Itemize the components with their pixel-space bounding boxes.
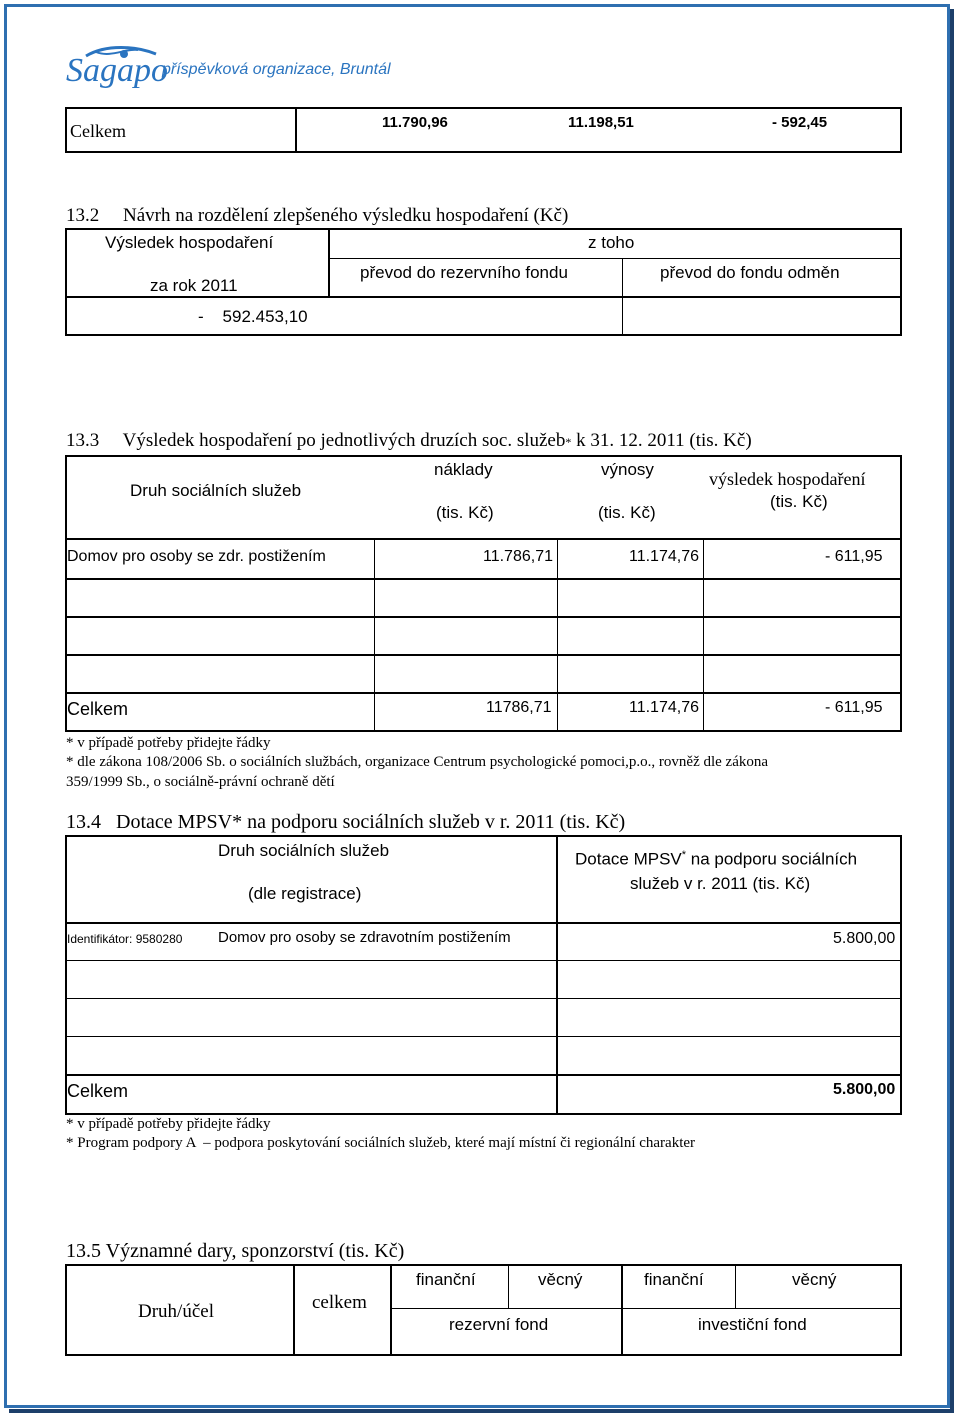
row-divider <box>65 692 902 694</box>
s133-col4-top: výsledek hospodaření <box>709 469 866 489</box>
s135-vec2: věcný <box>792 1270 837 1289</box>
col-divider <box>703 538 704 732</box>
s135-fund1: rezervní fond <box>449 1315 549 1334</box>
s133-note2-a: * dle zákona 108/2006 <box>66 754 203 770</box>
col-divider <box>328 228 330 296</box>
row-divider <box>65 1074 902 1076</box>
col-divider <box>621 1264 623 1356</box>
s133-total-result: - 611,95 <box>825 699 883 716</box>
s134-col1-bottom: (dle registrace) <box>248 884 362 903</box>
col-divider <box>390 1264 392 1356</box>
s132-col1-bottom: za rok 2011 <box>150 276 238 295</box>
row-divider <box>65 538 902 540</box>
s132-col2: převod do rezervního fondu <box>360 263 568 282</box>
s132-value: - 592.453,10 <box>198 307 308 326</box>
s134-col2-text: Dotace MPSV <box>575 849 682 869</box>
s135-col2: celkem <box>312 1292 367 1313</box>
s135-fin2: finanční <box>644 1270 704 1289</box>
row-divider <box>65 578 902 580</box>
section-13-2-heading: 13.2 Návrh na rozdělení zlepšeného výsledku hospodaření (Kč) <box>66 205 569 226</box>
row-divider <box>390 1308 902 1309</box>
top-total-v2: 11.198,51 <box>568 114 634 131</box>
row-divider <box>65 922 902 924</box>
s134-row-name: Domov pro osoby se zdravotním postižením <box>218 929 511 946</box>
s133-row-result: - 611,95 <box>825 548 883 565</box>
s133-note3: 359/1999 Sb., o sociálně-právní ochraně dětí <box>66 774 335 790</box>
s133-col4-bottom: (tis. Kč) <box>770 492 828 511</box>
s133-col2-bottom: (tis. Kč) <box>436 503 494 522</box>
s132-z-toho: z toho <box>588 233 635 252</box>
s133-total-revenue: 11.174,76 <box>629 699 699 716</box>
top-total-v3: - 592,45 <box>772 114 828 131</box>
org-name: příspěvková organizace, Bruntál <box>162 61 391 78</box>
divider <box>295 107 297 153</box>
row-divider <box>65 616 902 618</box>
s133-col3-bottom: (tis. Kč) <box>598 503 656 522</box>
col-divider <box>508 1264 509 1308</box>
s134-col2-line2: služeb v r. 2011 (tis. Kč) <box>630 874 811 893</box>
col-divider <box>556 835 558 1115</box>
s133-heading-star: * <box>565 435 572 449</box>
top-total-v1: 11.790,96 <box>382 114 448 131</box>
page-shadow-right <box>950 9 954 1413</box>
s134-col2-line1 <box>575 849 857 870</box>
s135-vec1: věcný <box>538 1270 583 1289</box>
s134-row-value: 5.800,00 <box>833 930 896 947</box>
s132-col1-top: Výsledek hospodaření <box>105 233 274 252</box>
s133-row-costs: 11.786,71 <box>483 548 553 565</box>
section-13-4-heading: 13.4 Dotace MPSV* na podporu sociálních služeb v r. 2011 (tis. Kč) <box>66 811 626 833</box>
top-total-label: Celkem <box>70 121 126 141</box>
s133-note2-b: Sb. o sociálních službách, organizace Centrum psychologické pomoci,p.o., rovněž dle zákona <box>202 754 769 770</box>
s133-heading-text: 13.3 Výsledek hospodaření po jednotlivých druzích soc. služeb <box>66 430 566 451</box>
s133-col1: Druh sociálních služeb <box>130 481 302 500</box>
row-divider <box>65 296 902 298</box>
s133-note1: * v případě potřeby přidejte řádky <box>66 735 271 751</box>
s133-total-label: Celkem <box>67 699 129 719</box>
section-13-5-heading: 13.5 Významné dary, sponzorství (tis. Kč) <box>66 1240 405 1262</box>
s134-total-label: Celkem <box>67 1081 129 1101</box>
s133-col3-top: výnosy <box>601 460 654 479</box>
s134-col2-star: * <box>681 849 687 861</box>
page-shadow-bottom <box>9 1409 953 1413</box>
logo-text: Sagapo <box>66 52 168 89</box>
s134-row-id: Identifikátor: 9580280 <box>67 932 183 946</box>
s134-col1-top: Druh sociálních služeb <box>218 841 390 860</box>
row-divider <box>65 1036 902 1037</box>
s135-col1: Druh/účel <box>138 1301 214 1322</box>
col-divider <box>293 1264 295 1356</box>
row-divider <box>328 258 902 259</box>
s135-fund2: investiční fond <box>698 1315 807 1334</box>
s134-total-value: 5.800,00 <box>833 1081 896 1098</box>
s134-col2-text-b: na podporu sociálních <box>686 849 858 869</box>
s135-fin1: finanční <box>416 1270 476 1289</box>
s132-col3: převod do fondu odměn <box>660 263 840 282</box>
s133-col2-top: náklady <box>434 460 493 479</box>
col-divider <box>374 538 375 732</box>
s133-row-revenue: 11.174,76 <box>629 548 699 565</box>
s133-note2 <box>66 754 768 771</box>
row-divider <box>65 654 902 656</box>
s133-row-name: Domov pro osoby se zdr. postižením <box>67 548 326 565</box>
section-13-3-heading <box>66 430 752 452</box>
s133-heading-tail: k 31. 12. 2011 (tis. Kč) <box>571 430 752 451</box>
s134-note1: * v případě potřeby přidejte řádky <box>66 1116 271 1132</box>
row-divider <box>65 960 902 961</box>
s134-note2: * Program podpory A – podpora poskytování sociálních služeb, které mají místní či regionální charakter <box>66 1135 696 1151</box>
col-divider <box>735 1264 736 1308</box>
s133-total-costs: 11786,71 <box>486 699 552 716</box>
row-divider <box>65 998 902 999</box>
col-divider <box>622 258 623 336</box>
col-divider <box>557 538 558 732</box>
